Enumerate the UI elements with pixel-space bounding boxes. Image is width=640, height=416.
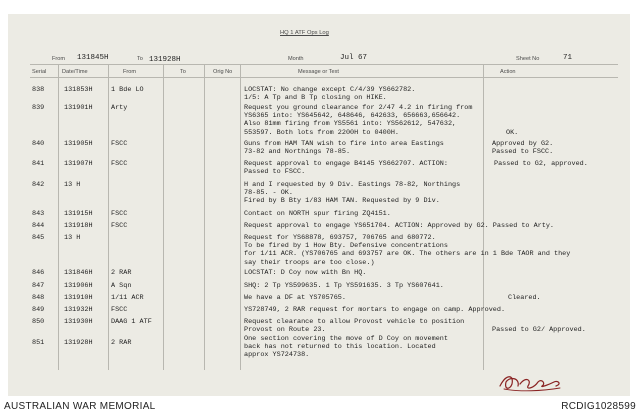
row-datetime: 131910H bbox=[64, 294, 93, 302]
row-from: FSCC bbox=[111, 306, 128, 314]
footer-source: AUSTRALIAN WAR MEMORIAL bbox=[4, 401, 156, 412]
row-serial: 848 bbox=[32, 294, 45, 302]
month-value: Jul 67 bbox=[340, 54, 368, 62]
row-datetime: 131907H bbox=[64, 160, 93, 168]
col-divider bbox=[240, 64, 241, 370]
col-divider bbox=[483, 64, 484, 370]
row-serial: 849 bbox=[32, 306, 45, 314]
col-divider bbox=[58, 64, 59, 370]
row-serial: 850 bbox=[32, 318, 45, 326]
row-datetime: 131928H bbox=[64, 339, 93, 347]
row-from: A Sqn bbox=[111, 282, 132, 290]
row-message: Request clearance to allow Provost vehicle to position Provost on Route 23. bbox=[244, 318, 465, 335]
row-datetime: 13 H bbox=[64, 234, 81, 242]
from-label: From bbox=[52, 56, 66, 62]
sheet-value: 71 bbox=[563, 54, 573, 62]
row-serial: 838 bbox=[32, 86, 45, 94]
to-value: 131928H bbox=[149, 56, 181, 64]
col-message-header: Message or Text bbox=[298, 69, 339, 75]
sheet-label: Sheet No bbox=[516, 56, 540, 62]
header-top-rule bbox=[30, 64, 618, 65]
row-from: 1 Bde LO bbox=[111, 86, 144, 94]
col-divider bbox=[163, 64, 164, 370]
row-from: FSCC bbox=[111, 222, 128, 230]
row-serial: 842 bbox=[32, 181, 45, 189]
row-datetime: 131930H bbox=[64, 318, 93, 326]
row-datetime: 131853H bbox=[64, 86, 93, 94]
row-message: Contact on NORTH spur firing ZQ4151. bbox=[244, 210, 391, 218]
row-from: FSCC bbox=[111, 160, 128, 168]
row-message: YS728749, 2 RAR request for mortars to engage on camp. Approved. bbox=[244, 306, 506, 314]
to-label: To bbox=[137, 56, 143, 62]
col-to-header: To bbox=[180, 69, 186, 75]
row-serial: 844 bbox=[32, 222, 45, 230]
row-message: One section covering the move of D Coy on movement back has not returned to this location. Located approx YS724738. bbox=[244, 335, 448, 360]
row-action: Passed to G2/ Approved. bbox=[492, 326, 586, 334]
row-message: Request for YS68878, 693757, 706765 and 680772. To be fired by 1 How Bty. Defensive concentrations for 1/11 ACR. (YS706765 and 693757 are OK. The others are in 1 Bde TAOR and they say their troops are too close.) bbox=[244, 234, 571, 267]
signature-image bbox=[496, 370, 568, 394]
footer-reference: RCDIG1028599 bbox=[561, 401, 636, 412]
col-serial-header: Serial bbox=[32, 69, 47, 75]
row-serial: 846 bbox=[32, 269, 45, 277]
row-message: Guns from HAM TAN wish to fire into area Eastings 73-82 and Northings 78-85. bbox=[244, 140, 444, 157]
footer-bar bbox=[0, 398, 640, 416]
row-message: H and I requested by 9 Div. Eastings 78-82, Northings 78-85. - OK. Fired by B Bty 1/83 HAM TAN. Requested by 9 Div. bbox=[244, 181, 461, 206]
row-action: Approved by G2. Passed to FSCC. bbox=[492, 140, 554, 157]
row-serial: 840 bbox=[32, 140, 45, 148]
col-action-header: Action bbox=[500, 69, 516, 75]
row-message: LOCSTAT: D Coy now with Bn HQ. bbox=[244, 269, 367, 277]
col-datetime-header: Date/Time bbox=[62, 69, 88, 75]
row-from: DAAG 1 ATF bbox=[111, 318, 152, 326]
row-from: 1/11 ACR bbox=[111, 294, 144, 302]
row-datetime: 131905H bbox=[64, 140, 93, 148]
row-datetime: 131901H bbox=[64, 104, 93, 112]
row-message: SHQ: 2 Tp YS599635. 1 Tp YS591635. 3 Tp YS607641. bbox=[244, 282, 444, 290]
row-from: FSCC bbox=[111, 210, 128, 218]
row-from: 2 RAR bbox=[111, 339, 132, 347]
col-orig-header: Orig No bbox=[213, 69, 233, 75]
row-serial: 845 bbox=[32, 234, 45, 242]
row-datetime: 131932H bbox=[64, 306, 93, 314]
from-value: 131845H bbox=[77, 54, 109, 62]
row-datetime: 131918H bbox=[64, 222, 93, 230]
row-message: LOCSTAT: No change except C/4/39 YS662782. 1/5: A Tp and B Tp closing on HIKE. bbox=[244, 86, 416, 103]
row-datetime: 131846H bbox=[64, 269, 93, 277]
month-label: Month bbox=[288, 56, 304, 62]
row-datetime: 13 H bbox=[64, 181, 81, 189]
row-datetime: 131915H bbox=[64, 210, 93, 218]
row-from: 2 RAR bbox=[111, 269, 132, 277]
row-serial: 843 bbox=[32, 210, 45, 218]
row-datetime: 131906H bbox=[64, 282, 93, 290]
row-from: Arty bbox=[111, 104, 128, 112]
row-message: We have a DF at YS705765. bbox=[244, 294, 346, 302]
row-serial: 839 bbox=[32, 104, 45, 112]
row-action: Passed to G2, approved. bbox=[494, 160, 588, 168]
form-title: HQ 1 ATF Ops Log bbox=[280, 30, 329, 36]
header-bottom-rule bbox=[30, 77, 618, 78]
row-message: Request you ground clearance for 2/47 4.2 in firing from YS6365 into: YS645642, 648646, 642633, 656663,656642. Also 81mm firing from YS5561 into: YS562612, 547632, 553597. Both lots from 2200H to 0400H. bbox=[244, 104, 473, 137]
row-serial: 851 bbox=[32, 339, 45, 347]
row-action: Cleared. bbox=[508, 294, 541, 302]
row-message: Request approval to engage YS651704. ACTION: Approved by G2. Passed to Arty. bbox=[244, 222, 554, 230]
log-sheet bbox=[8, 14, 630, 396]
col-divider bbox=[108, 64, 109, 370]
row-action: OK. bbox=[506, 129, 519, 137]
row-serial: 841 bbox=[32, 160, 45, 168]
row-from: FSCC bbox=[111, 140, 128, 148]
row-message: Request approval to engage B4145 YS662707. ACTION: Passed to FSCC. bbox=[244, 160, 448, 177]
row-serial: 847 bbox=[32, 282, 45, 290]
col-divider bbox=[204, 64, 205, 370]
col-from-header: From bbox=[123, 69, 137, 75]
